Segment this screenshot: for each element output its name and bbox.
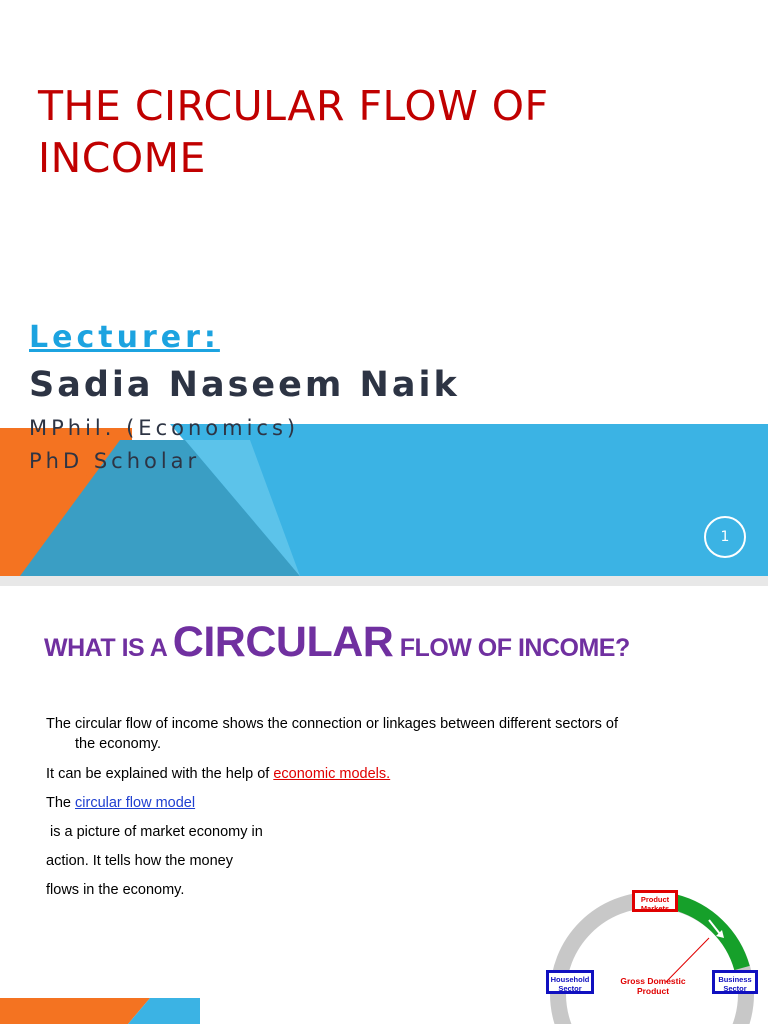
household-line2: Sector xyxy=(558,984,582,993)
heading-suffix: FLOW OF INCOME? xyxy=(393,634,630,662)
heading-emphasis: CIRCULAR xyxy=(172,618,394,666)
economic-models-link[interactable]: economic models. xyxy=(273,766,391,782)
title-line-2: INCOME xyxy=(38,134,206,182)
heading-prefix: WHAT IS A xyxy=(44,634,173,662)
lecturer-label: Lecturer: xyxy=(29,320,220,355)
circular-flow-model-link[interactable]: circular flow model xyxy=(75,795,196,811)
credential-degree: MPhil. (Economics) xyxy=(29,416,300,440)
household-line1: Household xyxy=(550,975,590,984)
slide-separator xyxy=(0,576,768,586)
slide-number-badge: 1 xyxy=(704,516,746,558)
models-text: It can be explained with the help of xyxy=(46,766,274,782)
business-sector-box xyxy=(712,970,758,994)
product-markets-line1: Product xyxy=(640,895,670,904)
household-sector-box xyxy=(546,970,594,994)
gdp-line1: Gross Domestic xyxy=(620,976,686,986)
gdp-label xyxy=(610,976,696,996)
paragraph-definition-line2: the economy. xyxy=(75,736,161,752)
product-markets-box xyxy=(632,890,678,912)
business-line2: Sector xyxy=(723,984,747,993)
paragraph-action: action. It tells how the money xyxy=(46,853,233,869)
business-line1: Business xyxy=(718,975,752,984)
orange-bottom-shape xyxy=(0,998,150,1024)
paragraph-model-intro xyxy=(46,793,195,813)
title-line-1: THE CIRCULAR FLOW OF xyxy=(38,82,549,130)
paragraph-models xyxy=(46,764,390,784)
product-markets-line2: Markets xyxy=(640,904,670,913)
slide-title xyxy=(38,80,738,184)
model-intro-text: The xyxy=(46,795,76,811)
paragraph-definition-line1: The circular flow of income shows the connection or linkages between different sectors of xyxy=(46,716,618,732)
paragraph-flows: flows in the economy. xyxy=(46,882,185,898)
lecturer-name: Sadia Naseem Naik xyxy=(29,365,460,405)
credential-status: PhD Scholar xyxy=(29,449,201,473)
green-flow-arc xyxy=(674,902,742,968)
gdp-line2: Product xyxy=(636,986,670,996)
paragraph-picture: is a picture of market economy in xyxy=(46,824,263,840)
slide2-heading xyxy=(44,618,630,667)
